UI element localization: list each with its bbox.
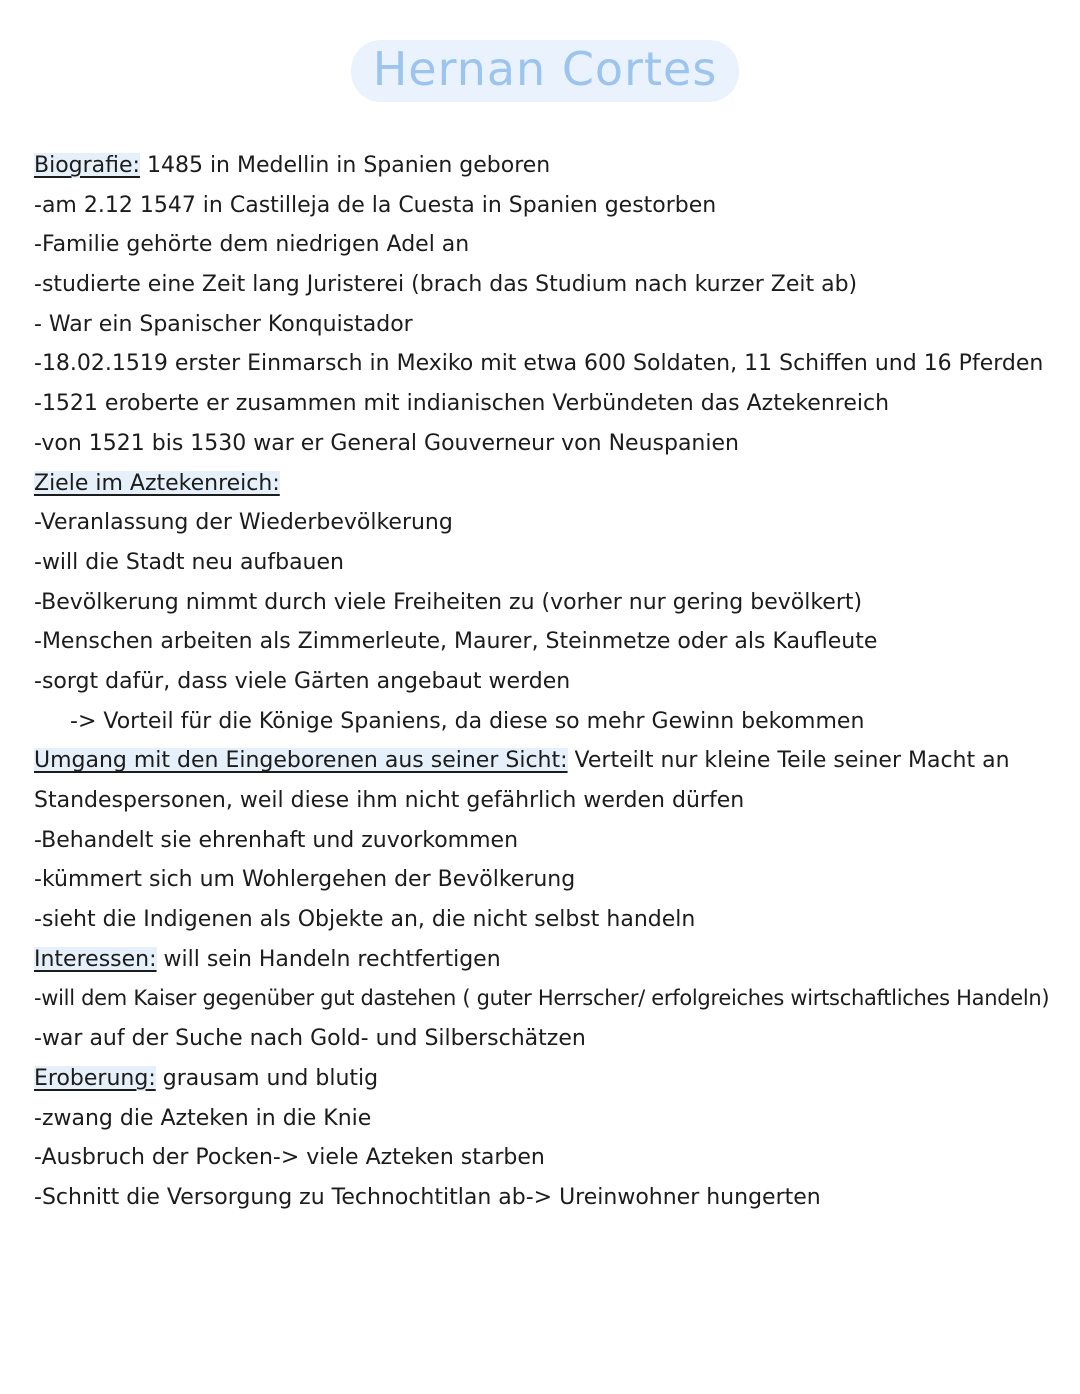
- biografie-intro-line: [34, 146, 1064, 186]
- section-heading-umgang: Umgang mit den Eingeborenen aus seiner Sicht:: [34, 748, 568, 774]
- list-item: -zwang die Azteken in die Knie: [34, 1105, 372, 1131]
- list-item: -Behandelt sie ehrenhaft und zuvorkommen: [34, 827, 519, 853]
- interessen-intro-line: [34, 940, 1064, 980]
- list-item: -Bevölkerung nimmt durch viele Freiheiten zu (vorher nur gering bevölkert): [34, 589, 863, 615]
- page-title: Hernan Cortes: [351, 40, 740, 102]
- eroberung-intro: grausam und blutig: [155, 1065, 379, 1091]
- list-item: -1521 eroberte er zusammen mit indianischen Verbündeten das Aztekenreich: [34, 391, 890, 417]
- umgang-intro-continued: Standespersonen, weil diese ihm nicht gefährlich werden dürfen: [34, 788, 745, 813]
- list-sub-item: -> Vorteil für die Könige Spaniens, da diese so mehr Gewinn bekommen: [70, 708, 865, 734]
- notes-body: [34, 146, 1064, 1218]
- list-item: -studierte eine Zeit lang Juristerei (brach das Studium nach kurzer Zeit ab): [34, 272, 858, 298]
- list-item: -Familie gehörte dem niedrigen Adel an: [34, 232, 470, 258]
- list-item: -will dem Kaiser gegenüber gut dastehen ( guter Herrscher/ erfolgreiches wirtschaftliches Handeln): [34, 986, 1050, 1011]
- list-item: -am 2.12 1547 in Castilleja de la Cuesta in Spanien gestorben: [34, 192, 717, 218]
- list-item: -Veranlassung der Wiederbevölkerung: [34, 510, 453, 536]
- title-area: [0, 40, 1080, 102]
- section-heading-eroberung: Eroberung:: [34, 1065, 156, 1091]
- list-item: -Ausbruch der Pocken-> viele Azteken starben: [34, 1145, 545, 1171]
- list-item: - War ein Spanischer Konquistador: [34, 311, 413, 337]
- section-heading-ziele: Ziele im Aztekenreich:: [34, 470, 280, 496]
- ziele-heading-line: [34, 464, 1064, 504]
- list-item: -war auf der Suche nach Gold- und Silberschätzen: [34, 1026, 586, 1052]
- section-heading-interessen: Interessen:: [34, 946, 157, 972]
- list-item: -sieht die Indigenen als Objekte an, die nicht selbst handeln: [34, 907, 696, 933]
- list-item: -von 1521 bis 1530 war er General Gouverneur von Neuspanien: [34, 430, 739, 456]
- biografie-intro: 1485 in Medellin in Spanien geboren: [139, 153, 551, 178]
- umgang-intro: Verteilt nur kleine Teile seiner Macht an: [567, 748, 1010, 774]
- list-item: -sorgt dafür, dass viele Gärten angebaut werden: [34, 668, 571, 694]
- eroberung-intro-line: [34, 1059, 1064, 1099]
- section-heading-biografie: Biografie:: [34, 153, 140, 178]
- umgang-intro-line: [34, 741, 1064, 781]
- interessen-intro: will sein Handeln rechtfertigen: [156, 946, 501, 972]
- list-item: -Schnitt die Versorgung zu Technochtitlan ab-> Ureinwohner hungerten: [34, 1184, 821, 1210]
- list-item: -will die Stadt neu aufbauen: [34, 549, 344, 575]
- list-item: -kümmert sich um Wohlergehen der Bevölkerung: [34, 867, 576, 893]
- list-item: -18.02.1519 erster Einmarsch in Mexiko mit etwa 600 Soldaten, 11 Schiffen und 16 Pferden: [34, 351, 1044, 377]
- list-item: -Menschen arbeiten als Zimmerleute, Maurer, Steinmetze oder als Kaufleute: [34, 629, 878, 655]
